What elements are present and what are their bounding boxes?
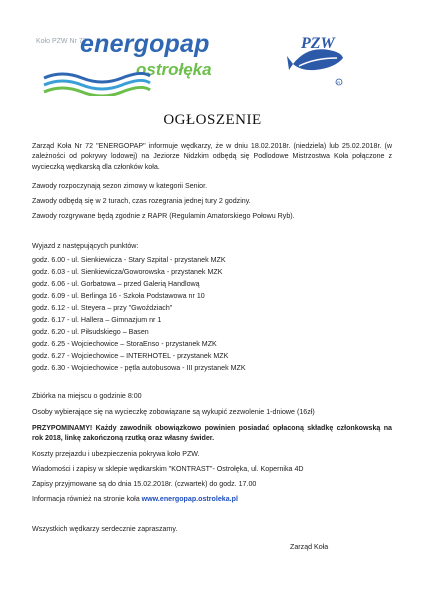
waves-icon xyxy=(42,70,152,96)
departure-item: godz. 6.25 - Wojciechowice – StoraEnso - przystanek MZK xyxy=(32,340,217,348)
reminder-text: PRZYPOMINAMY! Każdy zawodnik obowiązkowo powinien posiadać opłaconą składkę członkowską na rok 2018, linkę zakończoną rzutką oraz własny świder. xyxy=(32,424,392,443)
departure-item: godz. 6.00 - ul. Sienkiewicza - Stary Szpital - przystanek MZK xyxy=(32,256,226,264)
departure-item: godz. 6.20 - ul. Piłsudskiego – Basen xyxy=(32,328,149,336)
departure-item: godz. 6.17 - ul. Hallera – Gimnazjum nr 1 xyxy=(32,316,162,324)
signature: Zarząd Koła xyxy=(290,543,329,551)
deadline-info: Zapisy przyjmowane są do dnia 15.02.2018r. (czwartek) do godz. 17.00 xyxy=(32,480,257,488)
brand-name: energopap xyxy=(80,30,210,58)
club-label: Koło PZW Nr 72 xyxy=(36,38,87,45)
departures-heading: Wyjazd z następujących punktów: xyxy=(32,242,139,250)
departure-item: godz. 6.30 - Wojciechowice - pętla autobusowa - III przystanek MZK xyxy=(32,364,246,372)
gathering-time: Zbiórka na miejscu o godzinie 8:00 xyxy=(32,392,142,400)
departure-item: godz. 6.27 - Wojciechowice – INTERHOTEL - przystanek MZK xyxy=(32,352,229,360)
pzw-logo-icon xyxy=(285,28,347,90)
website-prefix: Informacja również na stronie koła xyxy=(32,495,142,503)
reminder-block xyxy=(32,423,392,444)
website-line xyxy=(32,494,392,504)
energopap-logo xyxy=(28,28,218,98)
website-link[interactable]: www.energopap.ostroleka.pl xyxy=(141,495,238,503)
departure-item: godz. 6.09 - ul. Berlinga 16 - Szkoła Podstawowa nr 10 xyxy=(32,292,205,300)
departure-item: godz. 6.06 - ul. Gorbatowa – przed Galerią Handlową xyxy=(32,280,200,288)
brand-city: ostrołęka xyxy=(136,60,212,79)
intro-paragraph: Zarząd Koła Nr 72 "ENERGOPAP" informuje wędkarzy, że w dniu 18.02.2018r. (niedziela) lub 25.02.2018r. (w zależności od pokrywy lodowej) na Jeziorze Nidzkim odbędą się Podlodowe Mistrzostwa Koła połączone z wycieczką wędkarską dla członków koła. xyxy=(32,142,392,171)
info-line: Zawody rozpoczynają sezon zimowy w kategorii Senior. xyxy=(32,182,208,190)
departure-item: godz. 6.03 - ul. Sienkiewicza/Goworowska - przystanek MZK xyxy=(32,268,223,276)
pzw-logo-text: PZW xyxy=(301,35,335,52)
invitation: Wszystkich wędkarzy serdecznie zapraszamy. xyxy=(32,525,178,533)
info-line: Zawody odbędą się w 2 turach, czas rozegrania jednej tury 2 godziny. xyxy=(32,197,251,205)
info-line: Zawody rozgrywane będą zgodnie z RAPR (Regulamin Amatorskiego Połowu Ryb). xyxy=(32,212,295,220)
departure-item: godz. 6.12 - ul. Steyera – przy "Gwoździach" xyxy=(32,304,173,312)
svg-text:R: R xyxy=(337,79,341,85)
page-title: OGŁOSZENIE xyxy=(163,112,262,128)
costs-info: Koszty przejazdu i ubezpieczenia pokrywa koło PZW. xyxy=(32,450,200,458)
permit-info: Osoby wybierające się na wycieczkę zobowiązane są wykupić zezwolenie 1-dniowe (16zł) xyxy=(32,408,315,416)
contact-info: Wiadomości i zapisy w sklepie wędkarskim "KONTRAST"- Ostrołęka, ul. Kopernika 4D xyxy=(32,465,304,473)
